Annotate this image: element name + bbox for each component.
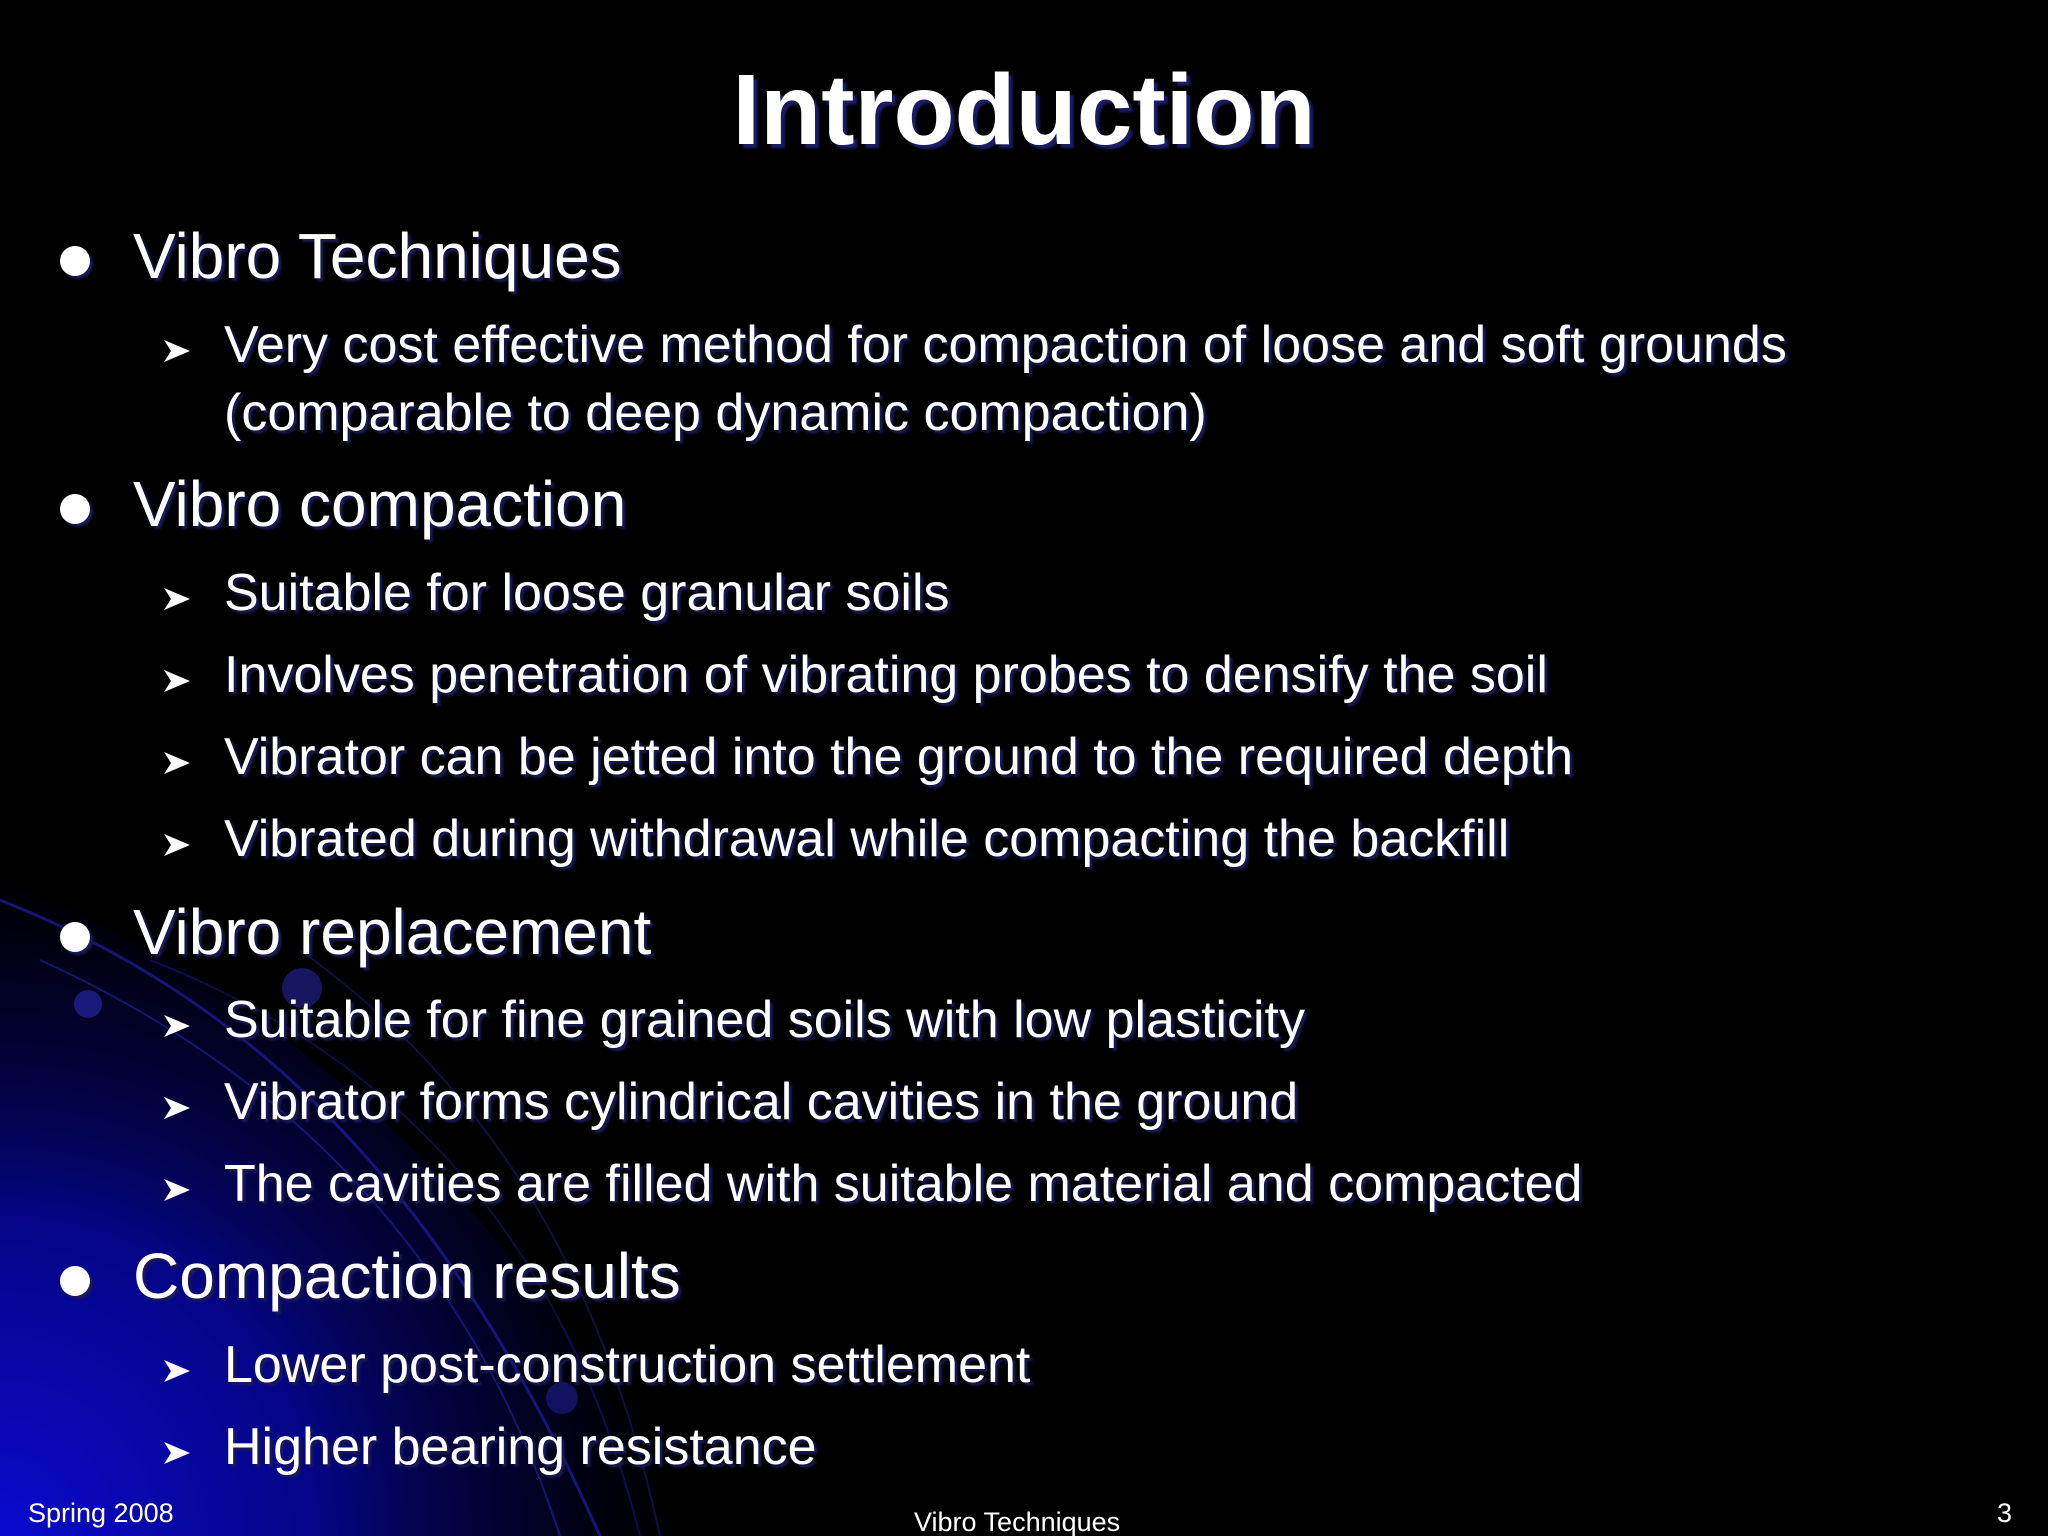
- sub-bullet: Suitable for fine grained soils with low plasticity: [224, 991, 1305, 1049]
- filled-circle-bullet-icon: [60, 1266, 90, 1296]
- sub-bullet: Very cost effective method for compaction of loose and soft grounds (comparable to deep dynamic compaction): [224, 316, 1787, 442]
- bullet-heading: Compaction results: [133, 1240, 681, 1312]
- bullet-heading: Vibro replacement: [133, 896, 652, 968]
- arrowhead-bullet-icon: [162, 1175, 192, 1205]
- arrowhead-bullet-icon: [162, 584, 192, 614]
- slide-title: Introduction: [732, 54, 1316, 166]
- sub-bullet: Lower post-construction settlement: [224, 1336, 1031, 1394]
- sub-bullet: Vibrator forms cylindrical cavities in the ground: [224, 1073, 1299, 1131]
- arrowhead-bullet-icon: [162, 666, 192, 696]
- sub-bullet: Vibrated during withdrawal while compacting the backfill: [224, 810, 1510, 868]
- arrowhead-bullet-icon: [162, 1438, 192, 1468]
- sub-bullet: Suitable for loose granular soils: [224, 564, 950, 622]
- sub-bullet: The cavities are filled with suitable material and compacted: [224, 1155, 1583, 1213]
- page-number: 3: [1996, 1498, 2012, 1528]
- sub-bullet: Higher bearing resistance: [224, 1418, 817, 1476]
- filled-circle-bullet-icon: [60, 922, 90, 952]
- arrowhead-bullet-icon: [162, 830, 192, 860]
- filled-circle-bullet-icon: [60, 246, 90, 276]
- arrowhead-bullet-icon: [162, 748, 192, 778]
- sub-bullet: Involves penetration of vibrating probes to densify the soil: [224, 646, 1548, 704]
- bullet-heading: Vibro Techniques: [133, 220, 622, 292]
- footer-date: Spring 2008: [28, 1498, 174, 1528]
- arrowhead-bullet-icon: [162, 1011, 192, 1041]
- arrowhead-bullet-icon: [162, 1093, 192, 1123]
- filled-circle-bullet-icon: [60, 494, 90, 524]
- arrowhead-bullet-icon: [162, 336, 192, 366]
- arrowhead-bullet-icon: [162, 1356, 192, 1386]
- bullet-heading: Vibro compaction: [133, 468, 627, 540]
- footer-title: Vibro Techniques: [914, 1507, 1121, 1536]
- sub-bullet: Vibrator can be jetted into the ground to the required depth: [224, 728, 1574, 786]
